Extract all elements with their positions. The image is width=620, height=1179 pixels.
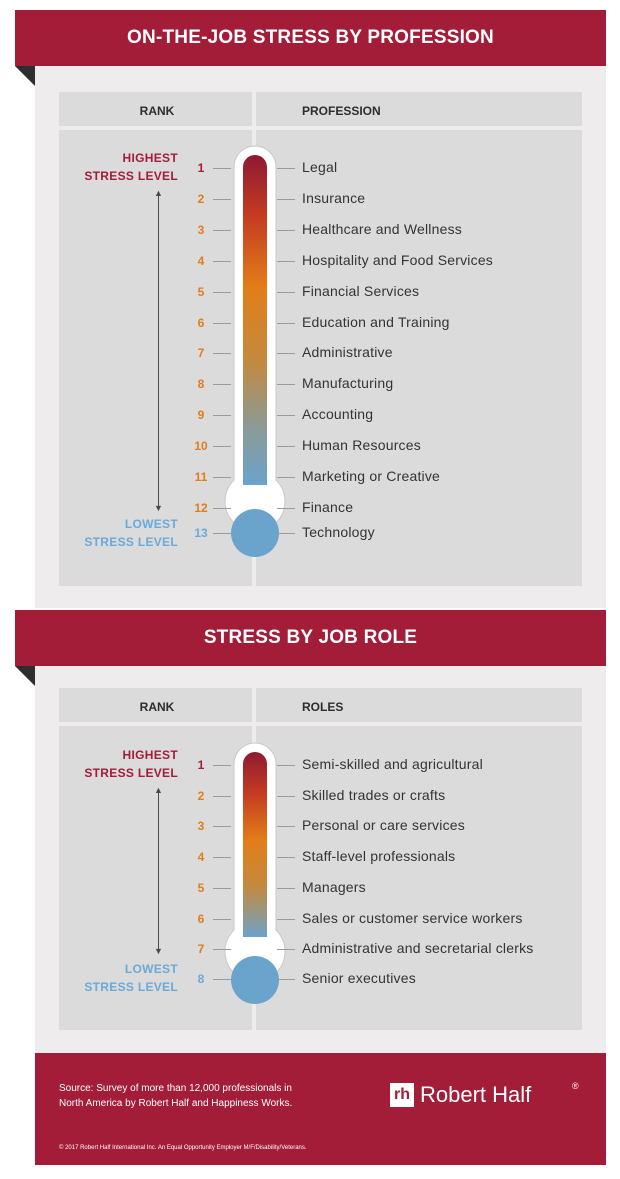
section1-highest-label: HIGHEST STRESS LEVEL <box>84 151 178 183</box>
tick-mark <box>277 949 295 950</box>
tick-mark <box>277 353 295 354</box>
section2-title: STRESS BY JOB ROLE <box>203 627 418 648</box>
tick-mark <box>213 415 231 416</box>
rank-number: 2 <box>197 788 205 803</box>
tick-mark <box>213 323 231 324</box>
banner-fold-decoration <box>15 666 35 686</box>
tick-mark <box>277 168 295 169</box>
list-item: Personal or care services <box>302 817 465 834</box>
up-arrowhead-icon: ▲ <box>154 188 163 198</box>
rank-number: 9 <box>197 408 205 423</box>
rh-logo-mark: rh <box>390 1083 414 1107</box>
rank-number: 7 <box>197 346 205 361</box>
tick-mark <box>213 446 231 447</box>
tick-mark <box>213 857 231 858</box>
tick-mark <box>277 796 295 797</box>
rank-number: 3 <box>197 222 205 237</box>
list-item: Marketing or Creative <box>302 468 441 484</box>
rank-number: 2 <box>197 191 205 206</box>
list-item: Managers <box>302 878 366 895</box>
footer-source: Source: Survey of more than 12,000 professionals in North America by Robert Half and Happiness Works. <box>59 1083 293 1109</box>
tick-mark <box>277 533 295 534</box>
list-item: Technology <box>302 524 375 540</box>
tick-mark <box>277 261 295 262</box>
tick-mark <box>213 477 231 478</box>
list-item: Insurance <box>302 189 366 206</box>
list-item: Legal <box>302 159 338 175</box>
rank-number: 5 <box>197 880 205 895</box>
rank-number: 12 <box>194 500 208 515</box>
banner-fold-decoration <box>15 66 35 86</box>
list-item: Healthcare and Wellness <box>302 220 462 237</box>
up-arrowhead-icon: ▲ <box>154 785 163 795</box>
section1-range-arrow <box>158 193 159 509</box>
rank-number: 8 <box>197 377 205 392</box>
section1-title: ON-THE-JOB STRESS BY PROFESSION <box>127 27 494 48</box>
list-item: Hospitality and Food Services <box>302 251 493 268</box>
section2-banner <box>15 610 606 666</box>
tick-mark <box>213 353 231 354</box>
logo-text: Robert Half <box>420 1082 532 1107</box>
tick-mark <box>277 415 295 416</box>
tick-mark <box>213 919 231 920</box>
down-arrowhead-icon: ▼ <box>154 946 163 956</box>
section2-thermometer-icon <box>220 742 290 1012</box>
list-item: Skilled trades or crafts <box>302 786 446 803</box>
tick-mark <box>277 477 295 478</box>
footer <box>35 1053 606 1165</box>
list-item: Human Resources <box>302 437 421 454</box>
tick-mark <box>277 199 295 200</box>
tick-mark <box>213 199 231 200</box>
tick-mark <box>277 446 295 447</box>
list-item: Financial Services <box>302 282 420 299</box>
tick-mark <box>213 168 231 169</box>
section2-highest-label: HIGHEST STRESS LEVEL <box>84 748 178 780</box>
tick-mark <box>213 949 231 950</box>
rank-number: 1 <box>197 161 205 175</box>
list-item: Administrative and secretarial clerks <box>302 940 534 957</box>
tick-mark <box>277 888 295 889</box>
tick-mark <box>213 888 231 889</box>
tick-mark <box>213 979 231 980</box>
section2-range-arrow <box>158 790 159 952</box>
tick-mark <box>213 796 231 797</box>
section1-banner <box>15 10 606 66</box>
tick-mark <box>277 384 295 385</box>
tick-mark <box>277 292 295 293</box>
tick-mark <box>277 979 295 980</box>
list-item: Accounting <box>302 406 374 423</box>
footer-copyright: © 2017 Robert Half International Inc. An Equal Opportunity Employer M/F/Disability/Veterans. <box>59 1145 307 1151</box>
rank-number: 4 <box>197 253 205 268</box>
tick-mark <box>213 230 231 231</box>
tick-mark <box>277 230 295 231</box>
tick-mark <box>277 508 295 509</box>
rank-number: 11 <box>194 470 208 484</box>
tick-mark <box>277 826 295 827</box>
rank-number: 5 <box>197 284 205 299</box>
rank-number: 10 <box>194 439 208 454</box>
down-arrowhead-icon: ▼ <box>154 503 163 513</box>
list-item: Semi-skilled and agricultural <box>302 756 483 772</box>
rank-number: 1 <box>197 758 205 772</box>
tick-mark <box>213 261 231 262</box>
section2-lowest-label: LOWEST STRESS LEVEL <box>84 962 178 994</box>
list-item: Senior executives <box>302 970 416 986</box>
list-item: Finance <box>302 498 354 515</box>
section2-rank-header: RANK <box>59 688 252 722</box>
tick-mark <box>213 384 231 385</box>
tick-mark <box>213 533 231 534</box>
tick-mark <box>213 292 231 293</box>
logo-registered-mark: ® <box>572 1081 579 1091</box>
list-item: Administrative <box>302 344 393 361</box>
rank-number: 13 <box>194 526 208 540</box>
section1-profession-header: PROFESSION <box>256 92 582 126</box>
tick-mark <box>277 765 295 766</box>
tick-mark <box>213 826 231 827</box>
list-item: Staff-level professionals <box>302 848 456 865</box>
tick-mark <box>277 919 295 920</box>
rank-number: 6 <box>197 315 205 330</box>
list-item: Education and Training <box>302 313 450 330</box>
section2-roles-header: ROLES <box>256 688 582 722</box>
rank-number: 3 <box>197 819 205 834</box>
rank-number: 4 <box>197 850 205 865</box>
section1-rank-header: RANK <box>59 92 252 126</box>
tick-mark <box>277 857 295 858</box>
tick-mark <box>277 323 295 324</box>
tick-mark <box>213 765 231 766</box>
section1-thermometer-icon <box>220 145 290 565</box>
list-item: Sales or customer service workers <box>302 909 523 926</box>
list-item: Manufacturing <box>302 375 394 392</box>
rank-number: 6 <box>197 911 205 926</box>
tick-mark <box>213 508 231 509</box>
rank-number: 8 <box>197 972 205 986</box>
rank-number: 7 <box>197 942 205 957</box>
section1-lowest-label: LOWEST STRESS LEVEL <box>84 517 178 549</box>
